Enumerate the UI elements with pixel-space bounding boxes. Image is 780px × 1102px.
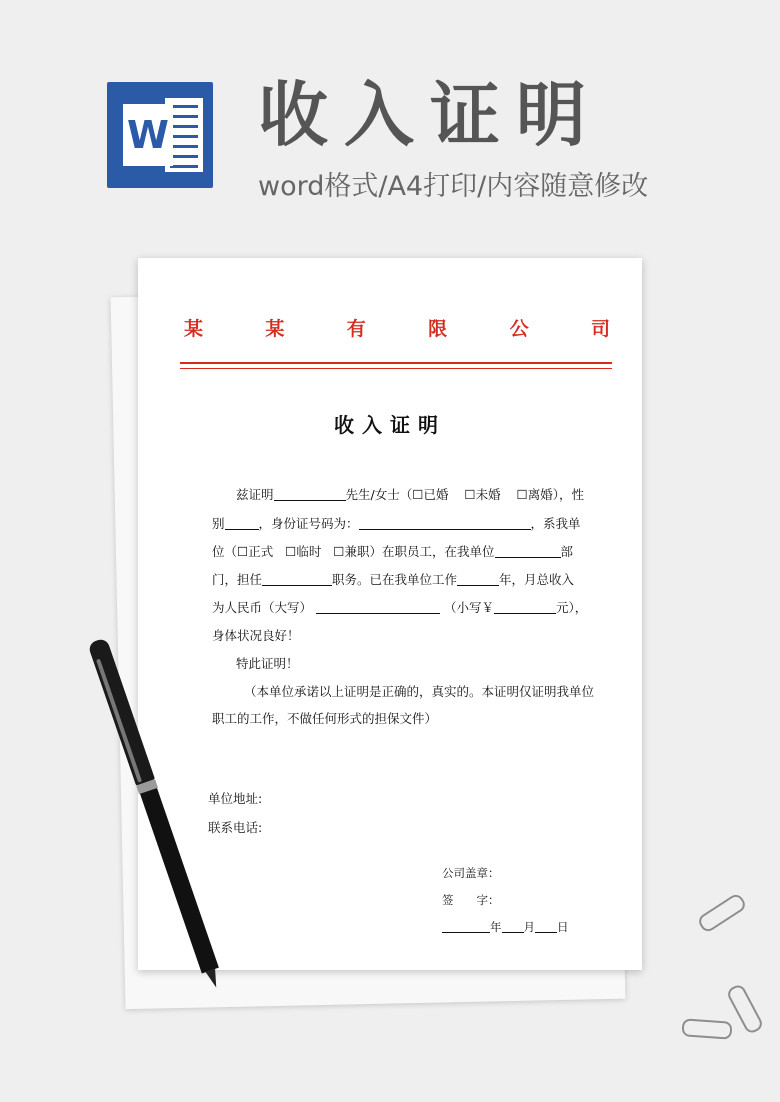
temporary-checkbox[interactable]: ☐临时 (285, 544, 322, 559)
text: 日 (557, 920, 569, 934)
company-char: 司 (590, 318, 610, 340)
text: 门，担任 (212, 572, 263, 587)
date-line (442, 919, 569, 935)
paperclip-icon (696, 892, 748, 934)
body-line-3 (212, 542, 573, 560)
banner-subtitle: word格式/A4打印/内容随意修改 (258, 171, 649, 202)
divorced-checkbox[interactable]: ☐离婚），性 (516, 487, 584, 502)
company-name (184, 314, 610, 341)
day-blank[interactable] (535, 920, 557, 933)
text: 为人民币（大写） (212, 600, 313, 615)
company-char: 公 (509, 318, 529, 340)
body-line-8: （本单位承诺以上证明是正确的，真实的。本证明仅证明我单位 (244, 684, 595, 699)
month-blank[interactable] (502, 920, 524, 933)
document-title: 收入证明 (334, 413, 446, 437)
word-icon (107, 82, 213, 188)
text: ，身份证号码为： (258, 516, 359, 531)
body-line-6: 身体状况良好！ (212, 628, 300, 643)
body-line-9: 职工的工作，不做任何形式的担保文件） (212, 711, 438, 726)
company-char: 某 (265, 318, 285, 340)
phone-label: 联系电话: (208, 820, 263, 835)
department-blank[interactable] (495, 545, 561, 558)
text: 年，月总收入 (499, 572, 575, 587)
text: 兹证明 (236, 487, 274, 502)
id-number-blank[interactable] (359, 517, 531, 530)
text: 年 (490, 920, 502, 934)
formal-checkbox[interactable]: 位（☐正式 (212, 544, 274, 559)
body-line-7: 特此证明！ (236, 656, 299, 671)
company-char: 有 (346, 318, 366, 340)
text: （小写￥ (443, 600, 494, 615)
text: ，系我单 (530, 516, 581, 531)
text: 部 (560, 544, 574, 559)
text: 别 (212, 516, 225, 531)
years-blank[interactable] (457, 573, 499, 586)
position-blank[interactable] (262, 573, 332, 586)
document-sheet (138, 258, 642, 970)
header-rule (180, 362, 612, 364)
parttime-checkbox[interactable]: ☐兼职）在职员工，在我单位 (333, 544, 495, 559)
body-line-5 (212, 598, 587, 616)
word-letter: W (123, 104, 173, 166)
gender-blank[interactable] (225, 517, 259, 530)
paperclip-icon (681, 1018, 732, 1039)
company-char: 限 (428, 318, 448, 340)
seal-label: 公司盖章： (442, 866, 500, 880)
body-line-2 (212, 514, 581, 532)
sign-label: 签 字： (442, 893, 500, 907)
text: 先生/女士（ (345, 487, 413, 502)
body-line-1 (236, 485, 584, 503)
text: 元）， (556, 600, 588, 615)
unmarried-checkbox[interactable]: ☐未婚 (464, 487, 501, 502)
amount-words-blank[interactable] (316, 601, 440, 614)
company-char: 某 (184, 318, 204, 340)
name-blank[interactable] (274, 488, 346, 501)
text: 月 (523, 920, 535, 934)
header-rule-thin (180, 368, 612, 369)
married-checkbox[interactable]: ☐已婚 (412, 487, 449, 502)
body-line-4 (212, 570, 574, 588)
year-blank[interactable] (442, 920, 490, 933)
banner-title: 收入证明 (258, 74, 602, 156)
text: 职务。已在我单位工作 (332, 572, 458, 587)
address-label: 单位地址: (208, 791, 263, 806)
amount-figures-blank[interactable] (494, 601, 556, 614)
